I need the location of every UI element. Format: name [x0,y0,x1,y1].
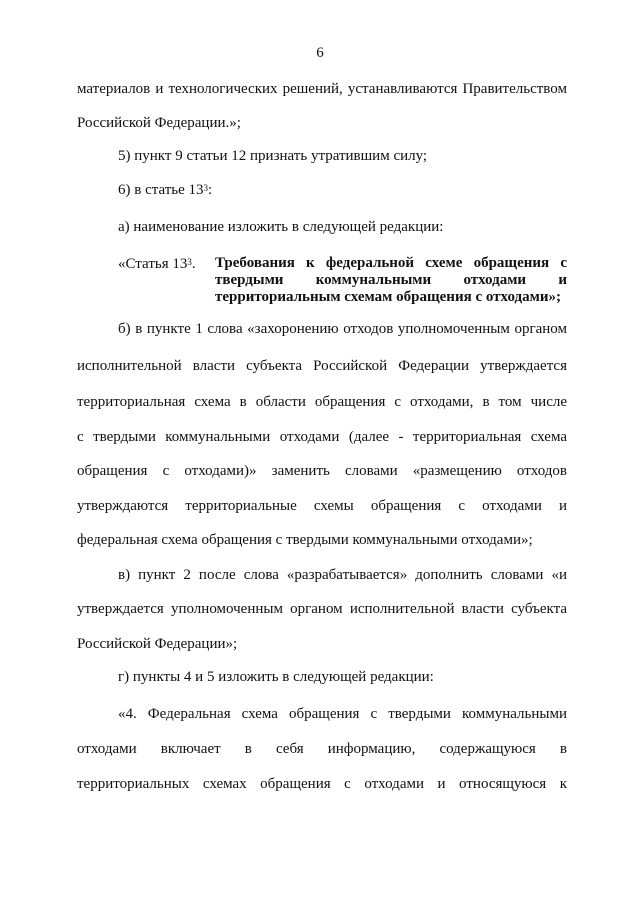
text-line-16: г) пункты 4 и 5 изложить в следующей редакции: [118,669,434,685]
article-title-line-3: территориальным схемам обращения с отходами»; [215,289,561,305]
text-line-17: «4. Федеральная схема обращения с твердыми коммунальными [118,706,567,722]
article-superscript: 3 [187,257,192,267]
page-number: 6 [316,45,324,61]
article-title-line-1: Требования к федеральной схеме обращения с [215,255,567,271]
text-line-1: материалов и технологических решений, устанавливаются Правительством [77,81,567,97]
article-lead-text: «Статья 13 [118,256,188,272]
text-line-18: отходами включает в себя информацию, содержащуюся в [77,741,567,757]
text-line-3: 5) пункт 9 статьи 12 признать утратившим силу; [118,148,428,164]
text-line-5: а) наименование изложить в следующей редакции: [118,219,444,235]
text-line-14: утверждается уполномоченным органом исполнительной власти субъекта [77,601,567,617]
text-line-4-main: 6) в статье 13 [118,182,204,198]
text-line-4-colon: : [208,182,213,198]
text-line-11: утверждаются территориальные схемы обращения с отходами и [77,498,567,514]
text-line-19: территориальных схемах обращения с отходами и относящуюся к [77,776,567,792]
text-line-10: обращения с отходами)» заменить словами «размещению отходов [77,463,567,479]
text-line-2: Российской Федерации.»; [77,115,241,131]
article-lead-dot: . [191,256,196,272]
article-title-line-2: твердыми коммунальными отходами и [215,272,567,288]
text-line-12: федеральная схема обращения с твердыми коммунальными отходами»; [77,532,533,548]
text-line-8: территориальная схема в области обращения с отходами, в том числе [77,394,567,410]
text-line-6: б) в пункте 1 слова «захоронению отходов уполномоченным органом [118,321,567,337]
text-line-4 [118,181,567,199]
text-line-13: в) пункт 2 после слова «разрабатывается» дополнить словами «и [118,567,567,583]
article-lead [118,255,196,273]
article-title [215,255,567,306]
text-line-7: исполнительной власти субъекта Российской Федерации утверждается [77,358,567,374]
text-line-15: Российской Федерации»; [77,636,238,652]
superscript-3: 3 [203,183,209,193]
text-line-9: с твердыми коммунальными отходами (далее - территориальная схема [77,429,567,445]
